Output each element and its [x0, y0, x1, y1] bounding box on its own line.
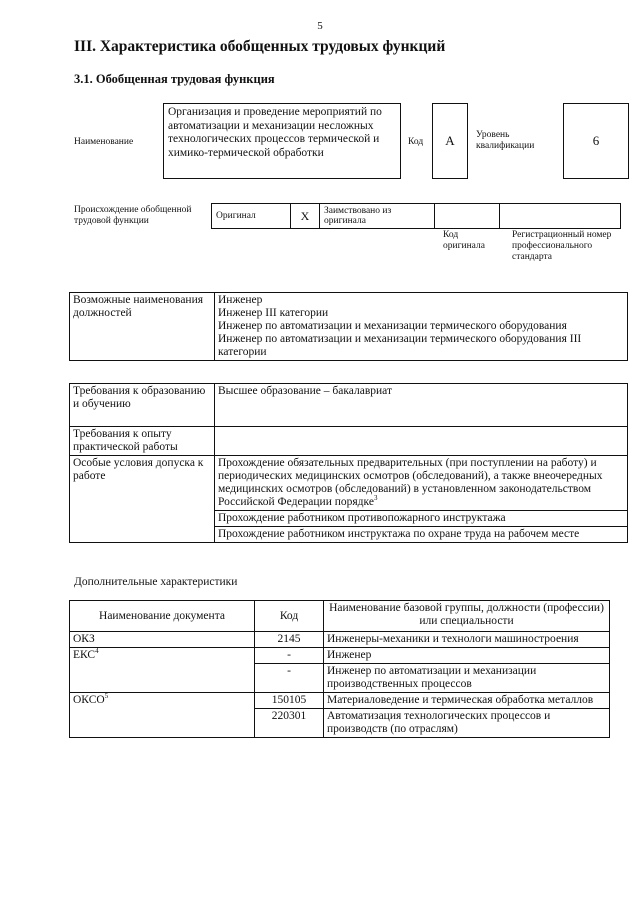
level-value: 6	[592, 133, 600, 148]
header-name: Наименование базовой группы, должности (профессии) или специальности	[324, 601, 610, 632]
original-label: Оригинал	[212, 204, 291, 229]
doc-name: ОКЗ	[73, 633, 95, 645]
section-title: III. Характеристика обобщенных трудовых функций	[74, 38, 446, 55]
reg-number-cell	[500, 204, 621, 229]
row-doc	[70, 648, 255, 693]
footnote-ref: 4	[95, 647, 99, 656]
code-value: А	[445, 133, 455, 148]
row-code: -	[255, 648, 324, 664]
row-name: Инженер	[324, 648, 610, 664]
row-doc	[70, 693, 255, 738]
footnote-ref: 3	[373, 494, 378, 503]
additional-title: Дополнительные характеристики	[74, 576, 238, 588]
row-code: 2145	[255, 632, 324, 648]
row-doc	[70, 632, 255, 648]
position-item: Инженер по автоматизации и механизации термического оборудования III категории	[218, 333, 582, 358]
footnote-ref: 5	[104, 692, 109, 701]
row-name: Инженеры-механики и технологи машиностроения	[324, 632, 610, 648]
code-label: Код	[408, 137, 424, 147]
condition-item: Прохождение работником инструктажа по охране труда на рабочем месте	[215, 527, 628, 543]
name-label: Наименование	[74, 137, 134, 147]
row-name: Материаловедение и термическая обработка металлов	[324, 693, 610, 709]
header-code: Код	[255, 601, 324, 632]
experience-value	[215, 427, 628, 456]
row-code: 220301	[255, 709, 324, 738]
positions-label: Возможные наименования должностей	[70, 293, 215, 361]
original-mark: X	[291, 204, 320, 229]
additional-table	[69, 600, 610, 738]
header-doc: Наименование документа	[70, 601, 255, 632]
experience-label: Требования к опыту практической работы	[70, 427, 215, 456]
original-code-cell	[435, 204, 500, 229]
position-item: Инженер	[218, 294, 263, 306]
education-label: Требования к образованию и обучению	[70, 384, 215, 427]
education-value: Высшее образование – бакалавриат	[215, 384, 628, 427]
position-item: Инженер III категории	[218, 307, 329, 319]
doc-name: ОКСО	[73, 694, 105, 706]
origin-label: Происхождение обобщенной трудовой функции	[74, 205, 192, 226]
code-value-box	[432, 103, 468, 179]
row-name: Инженер по автоматизации и механизации производственных процессов	[324, 664, 610, 693]
page-number: 5	[317, 20, 323, 32]
row-name: Автоматизация технологических процессов и производств (по отраслям)	[324, 709, 610, 738]
borrowed-label: Заимствовано из оригинала	[320, 204, 435, 229]
positions-table	[69, 292, 628, 361]
origin-table	[211, 203, 621, 229]
reg-number-label: Регистрационный номер профессионального стандарта	[512, 230, 612, 262]
position-item: Инженер по автоматизации и механизации термического оборудования	[218, 320, 567, 332]
condition-item: Прохождение работником противопожарного инструктажа	[215, 511, 628, 527]
requirements-table	[69, 383, 628, 543]
conditions-label: Особые условия допуска к работе	[70, 456, 215, 543]
original-code-label: Код оригинала	[443, 230, 485, 251]
row-code: 150105	[255, 693, 324, 709]
condition-item	[215, 456, 628, 511]
function-name-box: Организация и проведение мероприятий по автоматизации и механизации несложных технологических процессов термической и химико-термической обработки	[163, 103, 401, 179]
doc-name: ЕКС	[73, 649, 96, 661]
condition-text: Прохождение обязательных предварительных (при поступлении на работу) и периодических медицинских осмотров (обследований), а также внеочередных медицинских осмотров (обследований) в установленном законодательством Российской Федерации порядке	[218, 457, 603, 508]
subsection-title: 3.1. Обобщенная трудовая функция	[74, 72, 275, 86]
positions-list	[215, 293, 628, 361]
level-label: Уровень квалификации	[476, 130, 535, 151]
level-value-box	[563, 103, 629, 179]
row-code: -	[255, 664, 324, 693]
